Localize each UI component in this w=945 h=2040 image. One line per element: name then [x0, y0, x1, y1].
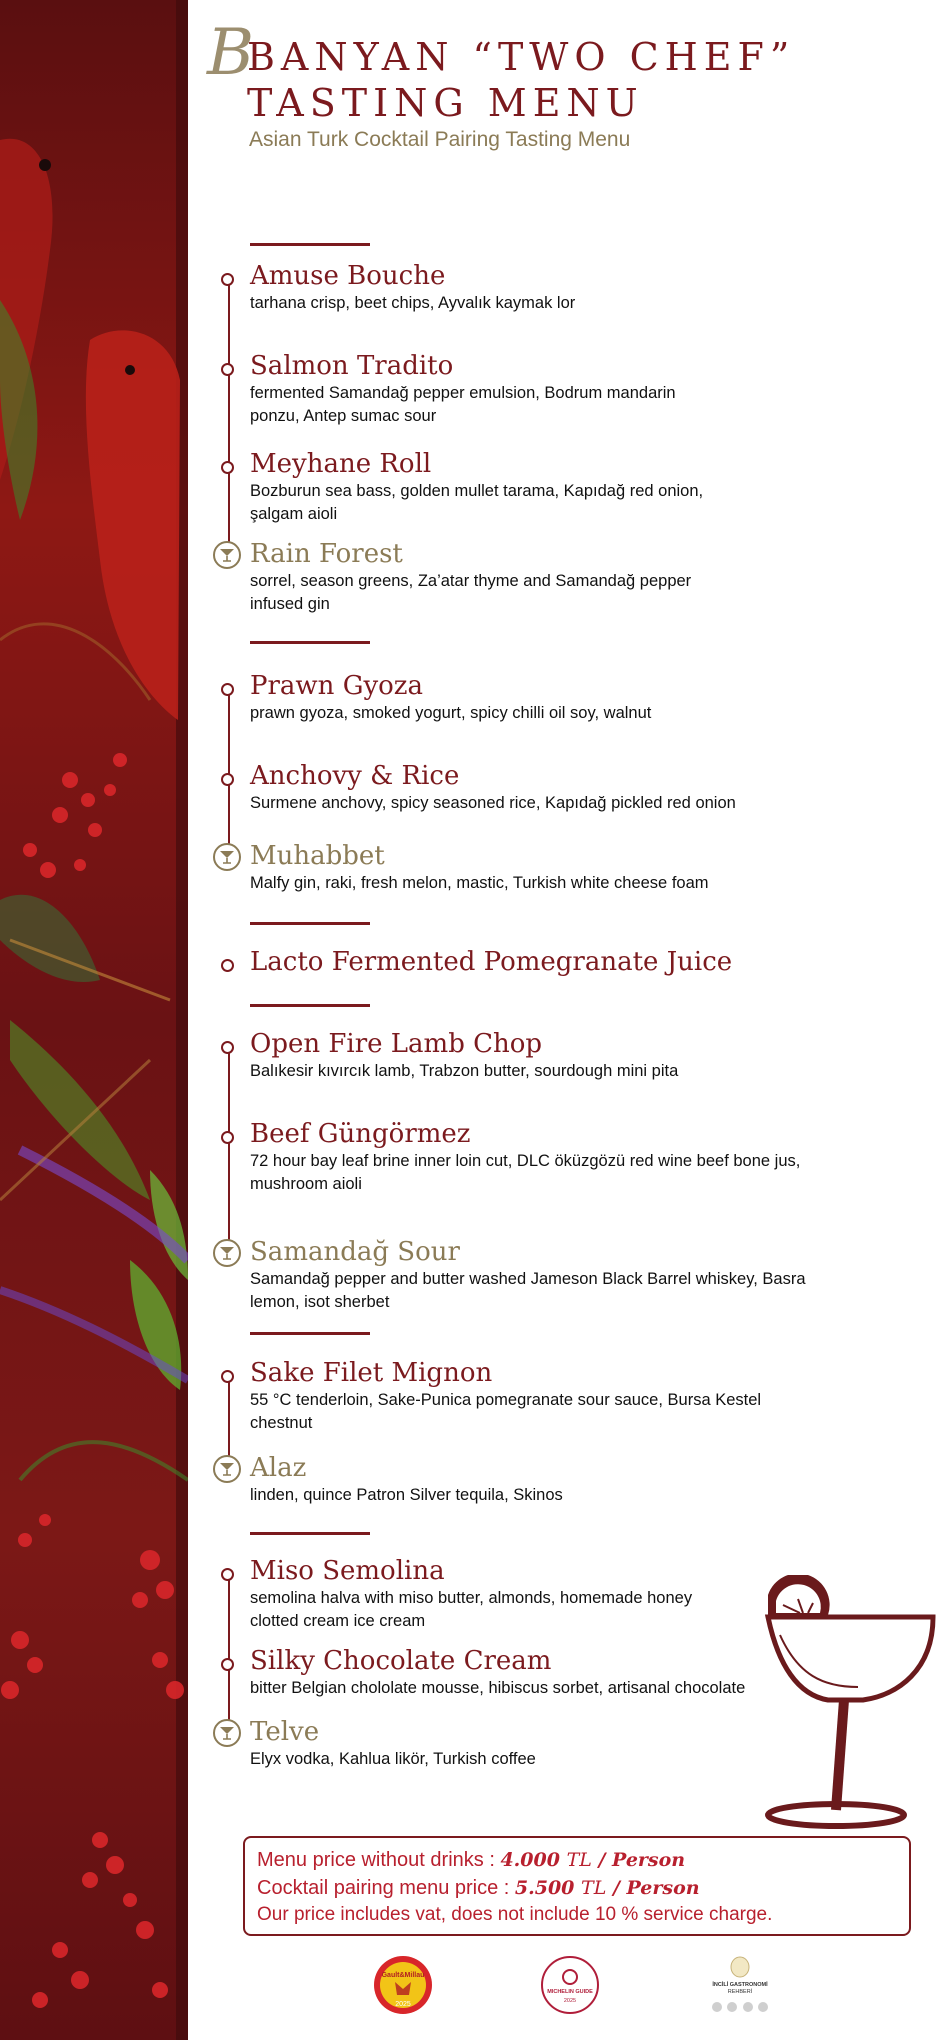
- cocktail-glass-icon: [213, 1239, 241, 1267]
- course-bullet-icon: [221, 1041, 234, 1054]
- cocktail-name: Samandağ Sour: [250, 1237, 460, 1267]
- cocktail-description: linden, quince Patron Silver tequila, Skinos: [250, 1486, 563, 1504]
- cocktail-name: Muhabbet: [250, 841, 385, 871]
- course-bullet-icon: [221, 1658, 234, 1671]
- cocktail-description: Malfy gin, raki, fresh melon, mastic, Turkish white cheese foam: [250, 874, 709, 892]
- cocktail-glass-icon: [213, 843, 241, 871]
- course-bullet-icon: [221, 683, 234, 696]
- per-person: / Person: [598, 1849, 686, 1871]
- incili-label-line-2: REHBERİ: [727, 1989, 753, 1995]
- course-name: Meyhane Roll: [250, 449, 432, 479]
- michelin-guide-badge-icon: [540, 1955, 600, 2015]
- menu-title: [247, 34, 915, 126]
- timeline-section-5: [228, 1574, 230, 1732]
- course-item: [250, 350, 720, 428]
- currency: TL: [581, 1877, 607, 1899]
- course-name: Sake Filet Mignon: [250, 1358, 493, 1388]
- menu-header: [207, 16, 915, 152]
- course-name: Silky Chocolate Cream: [250, 1646, 552, 1676]
- course-item: [250, 260, 850, 315]
- course-bullet-icon: [221, 1370, 234, 1383]
- section-divider: [250, 922, 370, 925]
- gault-millau-label: Gault&Millau: [381, 1972, 425, 1979]
- incili-gastronomi-badge-icon: [700, 1955, 780, 2015]
- course-bullet-icon: [221, 1131, 234, 1144]
- cocktail-description: sorrel, season greens, Za’atar thyme and Samandağ pepper infused gin: [250, 572, 692, 613]
- pairing-price-line: [257, 1874, 897, 1902]
- michelin-label: MICHELIN GUIDE: [547, 1989, 593, 1995]
- course-bullet-icon: [221, 959, 234, 972]
- per-person: / Person: [612, 1877, 700, 1899]
- course-name: Salmon Tradito: [250, 351, 454, 381]
- cocktail-glass-icon: [213, 1719, 241, 1747]
- cocktail-glass-icon: [213, 1455, 241, 1483]
- course-description: Bozburun sea bass, golden mullet tarama, Kapıdağ red onion, şalgam aioli: [250, 482, 704, 523]
- course-description: tarhana crisp, beet chips, Ayvalık kaymak lor: [250, 294, 576, 312]
- cocktail-item: [250, 1452, 850, 1507]
- pairing-price-label: Cocktail pairing menu price :: [257, 1877, 515, 1899]
- timeline-section-2: [228, 686, 230, 858]
- section-divider: [250, 243, 370, 246]
- pairing-price-value: 5.500: [514, 1877, 575, 1899]
- price-box: [243, 1836, 911, 1936]
- timeline-section-3: [228, 1044, 230, 1254]
- cocktail-description: Samandağ pepper and butter washed Jameson Black Barrel whiskey, Basra lemon, isot sherbet: [250, 1270, 806, 1311]
- timeline-section-1: [228, 278, 230, 556]
- section-divider: [250, 1004, 370, 1007]
- course-name: Miso Semolina: [250, 1556, 445, 1586]
- course-bullet-icon: [221, 773, 234, 786]
- course-description: bitter Belgian chololate mousse, hibiscus sorbet, artisanal chocolate: [250, 1679, 746, 1697]
- botanical-illustration: [0, 0, 188, 2040]
- gault-millau-year: 2025: [395, 2001, 411, 2008]
- cocktail-name: Rain Forest: [250, 539, 403, 569]
- course-name: Beef Güngörmez: [250, 1119, 471, 1149]
- incili-label-line-1: İNCİLİ GASTRONOMİ: [712, 1982, 768, 1988]
- menu-price-label: Menu price without drinks :: [257, 1849, 501, 1871]
- course-item: [250, 1118, 805, 1196]
- course-name: Prawn Gyoza: [250, 671, 423, 701]
- section-divider: [250, 1532, 370, 1535]
- course-item: [250, 946, 850, 978]
- course-bullet-icon: [221, 1568, 234, 1581]
- course-item: [250, 1555, 720, 1633]
- course-description: semolina halva with miso butter, almonds, homemade honey clotted cream ice cream: [250, 1589, 693, 1630]
- banyan-logo-letter: B: [207, 16, 255, 90]
- section-divider: [250, 1332, 370, 1335]
- michelin-year: 2025: [563, 1998, 577, 2004]
- menu-price-value: 4.000: [500, 1849, 560, 1871]
- course-description: Balıkesir kıvırcık lamb, Trabzon butter, sourdough mini pita: [250, 1062, 679, 1080]
- course-bullet-icon: [221, 273, 234, 286]
- cocktail-description: Elyx vodka, Kahlua likör, Turkish coffee: [250, 1750, 536, 1768]
- course-description: Surmene anchovy, spicy seasoned rice, Kapıdağ pickled red onion: [250, 794, 736, 812]
- menu-title-line-1: BANYAN “TWO CHEF”: [247, 35, 796, 79]
- course-item: [250, 1357, 790, 1435]
- cocktail-item: [250, 538, 720, 616]
- course-bullet-icon: [221, 363, 234, 376]
- section-divider: [250, 641, 370, 644]
- course-item: [250, 1028, 850, 1083]
- cocktail-name: Telve: [250, 1717, 320, 1747]
- course-bullet-icon: [221, 461, 234, 474]
- course-name: Anchovy & Rice: [250, 761, 460, 791]
- course-name: Lacto Fermented Pomegranate Juice: [250, 947, 733, 977]
- course-description: fermented Samandağ pepper emulsion, Bodrum mandarin ponzu, Antep sumac sour: [250, 384, 676, 425]
- cocktail-name: Alaz: [250, 1453, 307, 1483]
- course-description: 72 hour bay leaf brine inner loin cut, DLC öküzgözü red wine beef bone jus, mushroom aioli: [250, 1152, 801, 1193]
- price-note: Our price includes vat, does not include 10 % service charge.: [257, 1904, 773, 1925]
- menu-subtitle: Asian Turk Cocktail Pairing Tasting Menu: [249, 128, 631, 151]
- course-item: [250, 448, 710, 526]
- course-name: Amuse Bouche: [250, 261, 446, 291]
- gault-millau-badge-icon: [373, 1955, 433, 2015]
- course-description: 55 °C tenderloin, Sake-Punica pomegranate sour sauce, Bursa Kestel chestnut: [250, 1391, 762, 1432]
- course-description: prawn gyoza, smoked yogurt, spicy chilli oil soy, walnut: [250, 704, 652, 722]
- menu-price-line: [257, 1846, 897, 1874]
- currency: TL: [566, 1849, 592, 1871]
- course-item: [250, 670, 850, 725]
- course-name: Open Fire Lamb Chop: [250, 1029, 543, 1059]
- cocktail-item: [250, 1236, 840, 1314]
- menu-title-line-2: TASTING MENU: [247, 81, 644, 125]
- cocktail-item: [250, 840, 850, 895]
- decorative-artwork-panel: [0, 0, 188, 2040]
- cocktail-glass-illustration-icon: [728, 1575, 938, 1835]
- course-item: [250, 760, 850, 815]
- cocktail-glass-icon: [213, 541, 241, 569]
